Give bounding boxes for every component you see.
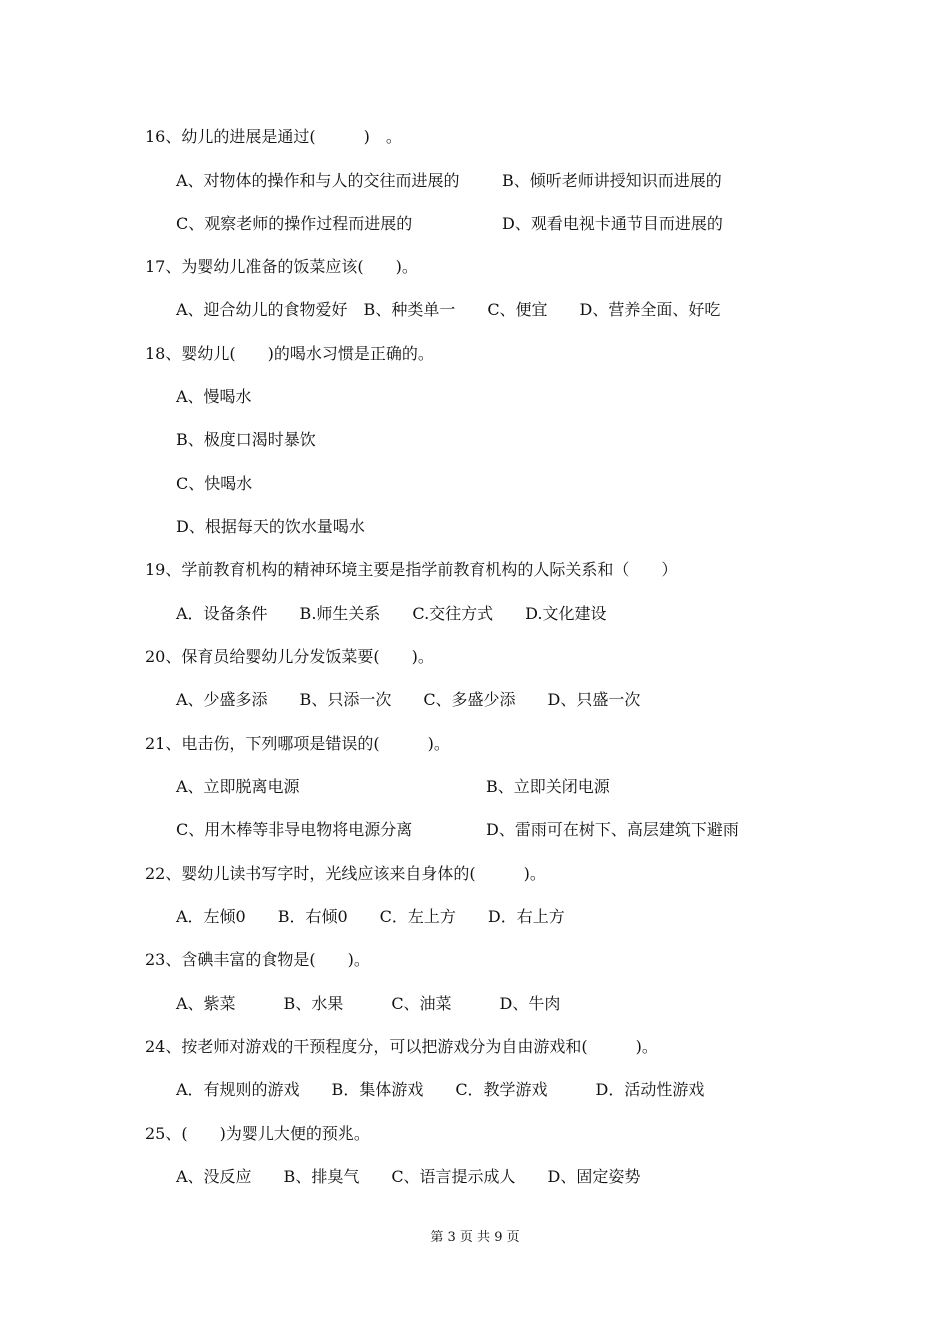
question-16-option-c: C、观察老师的操作过程而进展的	[176, 214, 413, 233]
question-16-option-a: A、对物体的操作和与人的交往而进展的	[176, 171, 460, 190]
question-23-stem: 23、含碘丰富的食物是( )。	[145, 950, 370, 969]
question-18-option-d: D、根据每天的饮水量喝水	[176, 517, 365, 536]
question-23-options: A、紫菜 B、水果 C、油菜 D、牛肉	[176, 994, 561, 1013]
question-22-stem: 22、婴幼儿读书写字时，光线应该来自身体的( )。	[145, 864, 546, 883]
question-22-options: A．左倾0 B．右倾0 C．左上方 D．右上方	[176, 907, 565, 926]
question-24-stem: 24、按老师对游戏的干预程度分，可以把游戏分为自由游戏和( )。	[145, 1037, 658, 1056]
page-number-footer: 第 3 页 共 9 页	[430, 1230, 520, 1245]
question-21-option-d: D、雷雨可在树下、高层建筑下避雨	[486, 820, 739, 839]
question-18-option-a: A、慢喝水	[176, 387, 252, 406]
question-16-stem: 16、幼儿的进展是通过( ) 。	[145, 127, 402, 146]
question-21-option-a: A、立即脱离电源	[176, 777, 300, 796]
question-19-options: A．设备条件 B.师生关系 C.交往方式 D.文化建设	[176, 604, 607, 623]
question-19-stem: 19、学前教育机构的精神环境主要是指学前教育机构的人际关系和（ ）	[145, 560, 678, 579]
question-20-stem: 20、保育员给婴幼儿分发饭菜要( )。	[145, 647, 434, 666]
question-21-option-c: C、用木棒等非导电物将电源分离	[176, 820, 413, 839]
question-18-option-c: C、快喝水	[176, 474, 253, 493]
question-18-stem: 18、婴幼儿( )的喝水习惯是正确的。	[145, 344, 434, 363]
question-16-option-b: B、倾听老师讲授知识而进展的	[502, 171, 722, 190]
question-17-stem: 17、为婴幼儿准备的饭菜应该( )。	[145, 257, 418, 276]
question-25-stem: 25、( )为婴儿大便的预兆。	[145, 1124, 370, 1143]
question-17-options: A、迎合幼儿的食物爱好 B、种类单一 C、便宜 D、营养全面、好吃	[176, 300, 721, 319]
question-21-stem: 21、电击伤，下列哪项是错误的( )。	[145, 734, 450, 753]
question-24-options: A．有规则的游戏 B．集体游戏 C．教学游戏 D．活动性游戏	[176, 1080, 705, 1099]
question-16-option-d: D、观看电视卡通节目而进展的	[502, 214, 723, 233]
question-20-options: A、少盛多添 B、只添一次 C、多盛少添 D、只盛一次	[176, 690, 641, 709]
question-21-option-b: B、立即关闭电源	[486, 777, 610, 796]
question-25-options: A、没反应 B、排臭气 C、语言提示成人 D、固定姿势	[176, 1167, 641, 1186]
question-18-option-b: B、极度口渴时暴饮	[176, 430, 316, 449]
